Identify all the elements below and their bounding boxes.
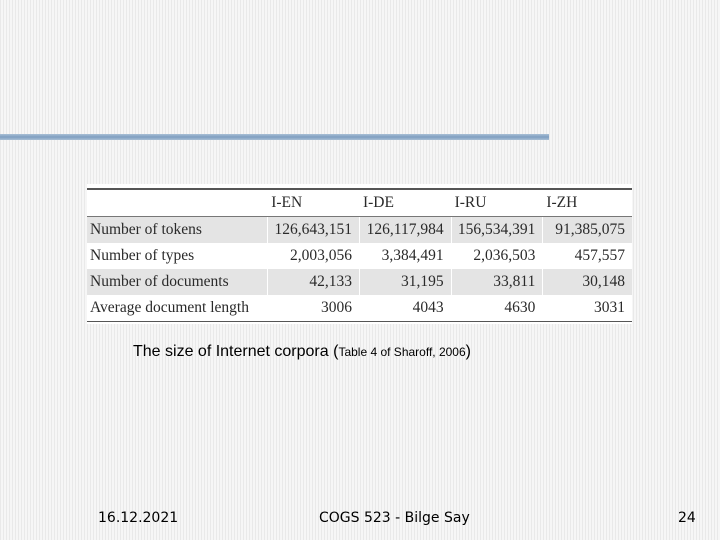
table-cell: 2,003,056	[268, 243, 360, 269]
corpora-table-panel	[87, 184, 632, 324]
table-cell: 3031	[543, 295, 632, 322]
table-cell: 2,036,503	[451, 243, 543, 269]
table-cell: 457,557	[543, 243, 632, 269]
header-cell-i-ru: I-RU	[451, 189, 543, 217]
corpora-size-table	[87, 188, 632, 322]
table-row	[87, 243, 632, 269]
table-cell: 4043	[359, 295, 451, 322]
table-cell: 4630	[451, 295, 543, 322]
row-label-tokens: Number of tokens	[90, 221, 202, 238]
table-cell: 42,133	[268, 269, 360, 295]
table-cell: 91,385,075	[543, 217, 632, 244]
table-row	[87, 269, 632, 295]
row-label-avg-length: Average document length	[87, 295, 268, 322]
caption-text: The size of Internet corpora	[133, 343, 334, 360]
header-cell-i-en: I-EN	[268, 189, 360, 217]
table-cell: 3,384,491	[359, 243, 451, 269]
footer-course-author: COGS 523 - Bilge Say	[319, 510, 470, 526]
caption-close-paren: )	[465, 343, 471, 360]
slide-number: 24	[678, 510, 696, 526]
header-cell-empty	[87, 189, 268, 217]
table-row	[87, 295, 632, 322]
table-cell: 30,148	[543, 269, 632, 295]
table-cell: 31,195	[359, 269, 451, 295]
table-caption	[133, 343, 471, 361]
table-cell: 126,117,984	[359, 217, 451, 244]
table-cell: 156,534,391	[451, 217, 543, 244]
header-cell-i-de: I-DE	[359, 189, 451, 217]
row-label-types: Number of types	[90, 247, 195, 264]
footer-date: 16.12.2021	[98, 510, 179, 526]
caption-open-paren: (	[333, 343, 339, 360]
table-cell: 33,811	[451, 269, 543, 295]
title-divider-bar	[0, 134, 549, 140]
caption-source: Table 4 of Sharoff, 2006	[338, 345, 466, 359]
header-cell-i-zh: I-ZH	[543, 189, 632, 217]
table-cell: 3006	[268, 295, 360, 322]
table-header-row	[87, 189, 632, 217]
table-row	[87, 217, 632, 244]
table-cell: 126,643,151	[268, 217, 360, 244]
row-label-documents: Number of documents	[90, 273, 229, 290]
